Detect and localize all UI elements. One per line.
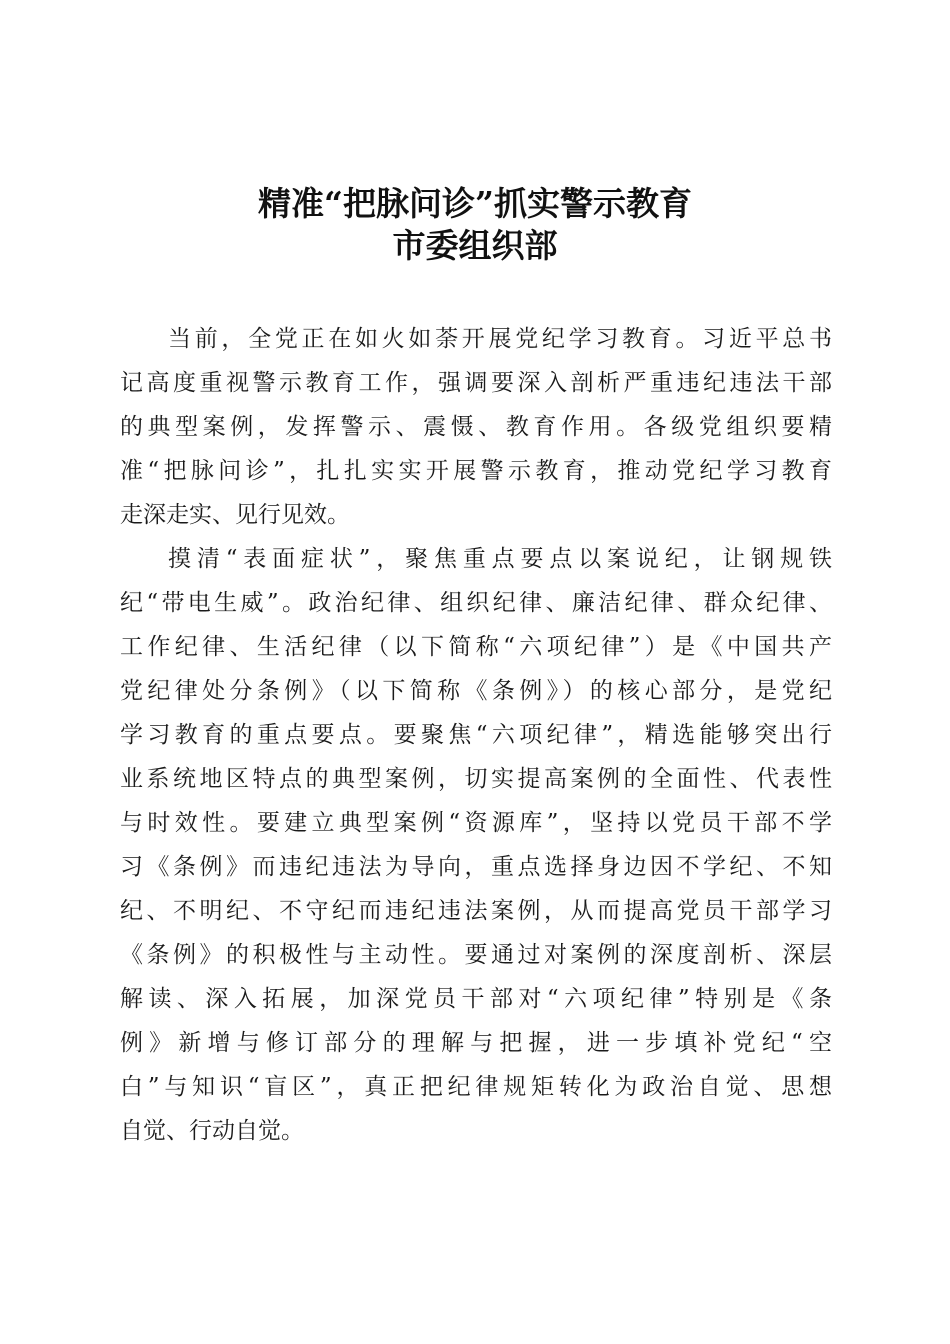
text-line: 的典型案例，发挥警示、震慑、教育作用。各级党组织要精	[120, 414, 832, 440]
document-title: 精准“把脉问诊”抓实警示教育	[258, 184, 692, 223]
paragraph-1	[120, 324, 832, 544]
text-line: 习《条例》而违纪违法为导向，重点选择身边因不学纪、不知	[120, 854, 832, 880]
document-body	[120, 324, 832, 1160]
text-line: 工作纪律、生活纪律（以下简称“六项纪律”）是《中国共产	[120, 634, 832, 660]
text-line: 业系统地区特点的典型案例，切实提高案例的全面性、代表性	[120, 766, 832, 792]
text-line: 例》新增与修订部分的理解与把握，进一步填补党纪“空	[120, 1030, 832, 1056]
text-line: 《条例》的积极性与主动性。要通过对案例的深度剖析、深层	[120, 942, 832, 968]
text-line: 自觉、行动自觉。	[120, 1118, 304, 1144]
text-line: 当前，全党正在如火如荼开展党纪学习教育。习近平总书	[168, 326, 832, 352]
text-line: 学习教育的重点要点。要聚焦“六项纪律”，精选能够突出行	[120, 722, 832, 748]
text-line: 记高度重视警示教育工作，强调要深入剖析严重违纪违法干部	[120, 370, 832, 396]
text-line: 摸清“表面症状”，聚焦重点要点以案说纪，让钢规铁	[168, 546, 832, 572]
text-line: 纪“带电生威”。政治纪律、组织纪律、廉洁纪律、群众纪律、	[120, 590, 832, 616]
text-line: 与时效性。要建立典型案例“资源库”，坚持以党员干部不学	[120, 810, 832, 836]
text-line: 纪、不明纪、不守纪而违纪违法案例，从而提高党员干部学习	[120, 898, 832, 924]
text-line: 党纪律处分条例》（以下简称《条例》）的核心部分，是党纪	[120, 678, 832, 704]
document-author: 市委组织部	[392, 226, 558, 265]
paragraph-2	[120, 544, 832, 1160]
text-line: 走深走实、见行见效。	[120, 502, 350, 528]
text-line: 准“把脉问诊”，扎扎实实开展警示教育，推动党纪学习教育	[120, 458, 832, 484]
text-line: 解读、深入拓展，加深党员干部对“六项纪律”特别是《条	[120, 986, 832, 1012]
text-line: 白”与知识“盲区”，真正把纪律规矩转化为政治自觉、思想	[120, 1074, 832, 1100]
